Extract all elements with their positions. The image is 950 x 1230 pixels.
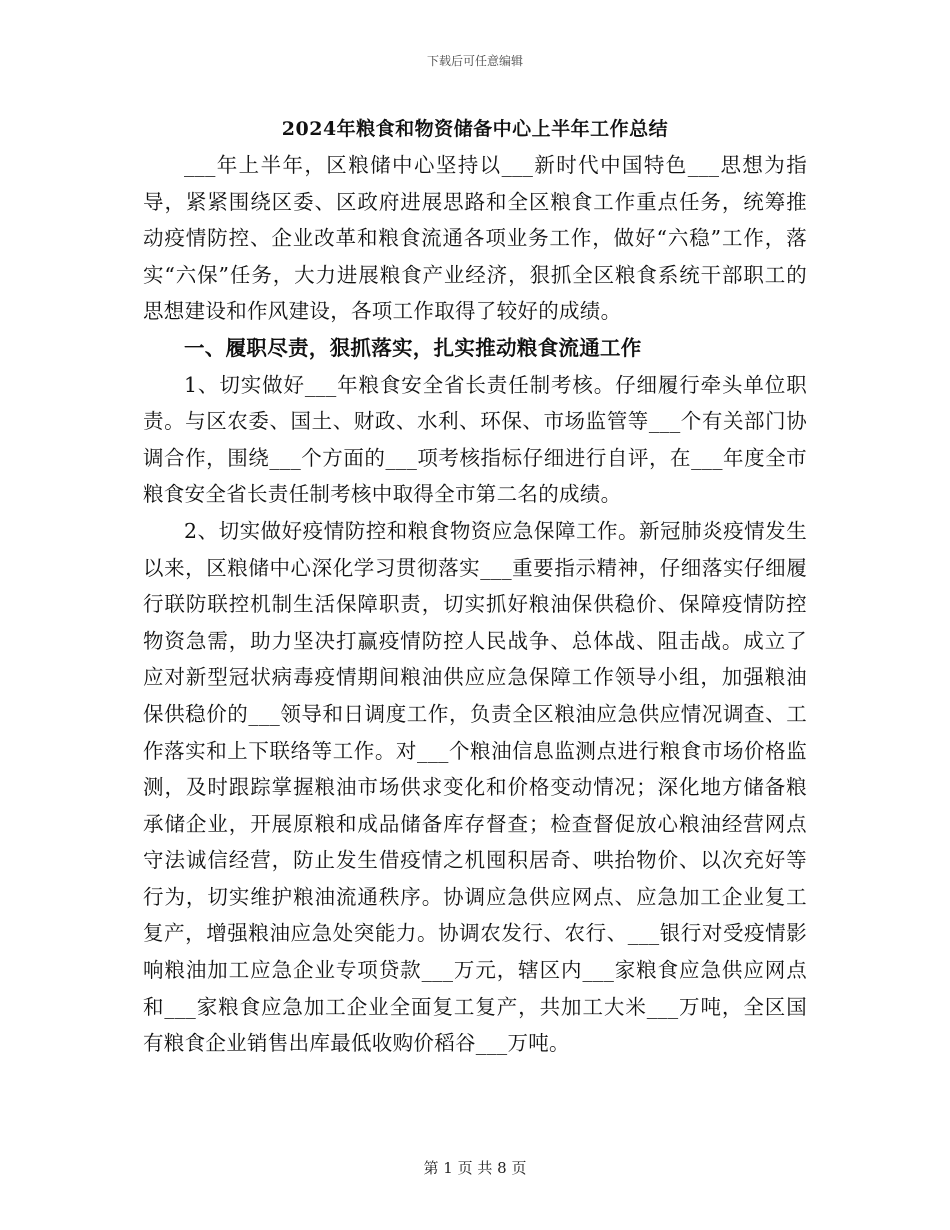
document-title: 2024年粮食和物资储备中心上半年工作总结	[281, 118, 669, 140]
intro-paragraph: ___年上半年，区粮储中心坚持以___新时代中国特色___思想为指导，紧紧围绕区委、区政府进展思路和全区粮食工作重点任务，统筹推动疫情防控、企业改革和粮食流通各项业务工作，做好“六稳”工作，落实“六保”任务，大力进展粮食产业经济，狠抓全区粮食系统干部职工的思想建设和作风建设，各项工作取得了较好的成绩。	[143, 153, 807, 324]
section-heading: 一、履职尽责，狠抓落实，扎实推动粮食流通工作	[184, 335, 642, 360]
paragraph-1: 1、切实做好___年粮食安全省长责任制考核。仔细履行牵头单位职责。与区农委、国土、财政、水利、环保、市场监管等___个有关部门协调合作，围绕___个方面的___项考核指标仔细进行自评，在___年度全市粮食安全省长责任制考核中取得全市第二名的成绩。	[143, 372, 807, 507]
page-footer: 第 1 页 共 8 页	[423, 1159, 527, 1177]
document-body	[143, 147, 807, 1062]
paragraph-2: 2、切实做好疫情防控和粮食物资应急保障工作。新冠肺炎疫情发生以来，区粮储中心深化学习贯彻落实___重要指示精神，仔细落实仔细履行联防联控机制生活保障职责，切实抓好粮油保供稳价、保障疫情防控物资急需，助力坚决打赢疫情防控人民战争、总体战、阻击战。成立了应对新型冠状病毒疫情期间粮油供应应急保障工作领导小组，加强粮油保供稳价的___领导和日调度工作，负责全区粮油应急供应情况调查、工作落实和上下联络等工作。对___个粮油信息监测点进行粮食市场价格监测，及时跟踪掌握粮油市场供求变化和价格变动情况；深化地方储备粮承储企业，开展原粮和成品储备库存督查；检查督促放心粮油经营网点守法诚信经营，防止发生借疫情之机囤积居奇、哄抬物价、以次充好等行为，切实维护粮油流通秩序。协调应急供应网点、应急加工企业复工复产，增强粮油应急处突能力。协调农发行、农行、___银行对受疫情影响粮油加工应急企业专项贷款___万元，辖区内___家粮食应急供应网点和___家粮食应急加工企业全面复工复产，共加工大米___万吨，全区国有粮食企业销售出库最低收购价稻谷___万吨。	[143, 518, 807, 1056]
header-note: 下载后可任意编辑	[426, 54, 523, 68]
